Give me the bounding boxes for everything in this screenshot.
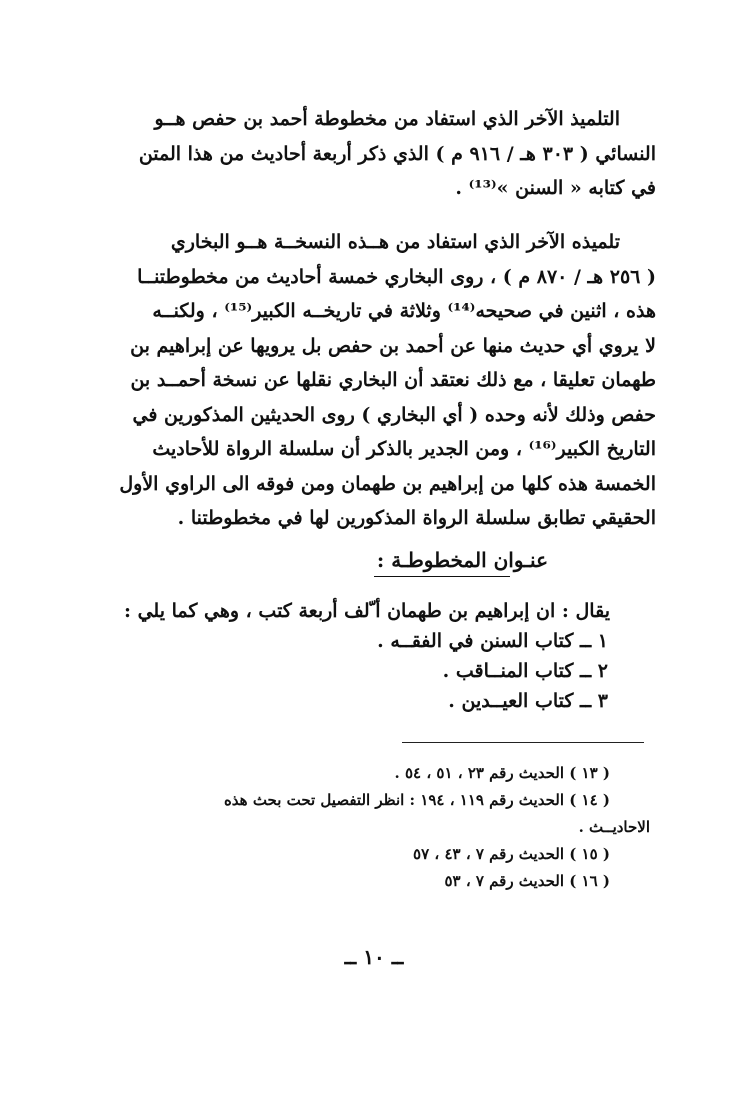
paragraph-1-line: في كتابه « السنن »⁽¹³⁾ . — [455, 177, 656, 199]
paragraph-2-line: الحقيقي تطابق سلسلة الرواة المذكورين لها في مخطوطتنا . — [177, 507, 656, 529]
footnote-divider — [402, 742, 644, 743]
paragraph-2-line: الخمسة هذه كلها من إبراهيم بن طهمان ومن فوقه الى الراوي الأول — [119, 472, 656, 495]
footnote: ( ١٤ ) الحديث رقم ١١٩ ، ١٩٤ : انظر التفصيل تحت بحث هذه — [223, 791, 610, 809]
footnote: ( ١٥ ) الحديث رقم ٧ ، ٤٣ ، ٥٧ — [413, 845, 610, 863]
footnote-continuation: الاحاديــث . — [578, 818, 650, 836]
list-item: ٢ ــ كتاب المنــاقب . — [442, 660, 608, 682]
paragraph-1-line: النسائي ( ٣٠٣ هـ / ٩١٦ م ) الذي ذكر أربعة أحاديث من هذا المتن — [138, 142, 656, 165]
paragraph-2 — [96, 225, 656, 536]
list-item: ١ ــ كتاب السنن في الفقــه . — [377, 630, 608, 652]
paragraph-2-line: لا يروي أي حديث منها عن أحمد بن حفص بل يرويها عن إبراهيم بن — [130, 334, 656, 357]
books-list — [90, 596, 610, 716]
paragraph-2-line: ( ٢٥٦ هـ / ٨٧٠ م ) ، روى البخاري خمسة أحاديث من مخطوطتنــا — [137, 265, 656, 288]
paragraph-1-line: التلميذ الآخر الذي استفاد من مخطوطة أحمد بن حفص هــو — [154, 108, 620, 130]
section-heading: عنـوان المخطوطـة : — [376, 548, 548, 572]
heading-underline — [374, 576, 510, 577]
paragraph-2-line: حفص وذلك لأنه وحده ( أي البخاري ) روى الحديثين المذكورين في — [132, 403, 656, 426]
footnotes — [90, 760, 650, 895]
footnote: ( ١٦ ) الحديث رقم ٧ ، ٥٣ — [444, 872, 610, 890]
paragraph-2-line: تلميذه الآخر الذي استفاد من هــذه النسخــة هــو البخاري — [170, 231, 620, 253]
paragraph-2-line: طهمان تعليقا ، مع ذلك نعتقد أن البخاري نقلها عن نسخة أحمــد بن — [130, 369, 656, 391]
list-item: ٣ ــ كتاب العيــدين . — [448, 690, 608, 712]
page-number: ــ ١٠ ــ — [344, 945, 404, 969]
list-intro: يقال : ان إبراهيم بن طهمان أ ّلف أربعة كتب ، وهي كما يلي : — [123, 600, 610, 622]
paragraph-2-line: التاريخ الكبير⁽¹⁶⁾ ، ومن الجدير بالذكر أن سلسلة الرواة للأحاديث — [152, 438, 656, 460]
paragraph-2-line: هذه ، اثنين في صحيحه⁽¹⁴⁾ وثلاثة في تاريخــه الكبير⁽¹⁵⁾ ، ولكنــه — [152, 300, 656, 322]
footnote: ( ١٣ ) الحديث رقم ٢٣ ، ٥١ ، ٥٤ . — [394, 764, 610, 782]
paragraph-1 — [96, 102, 656, 206]
